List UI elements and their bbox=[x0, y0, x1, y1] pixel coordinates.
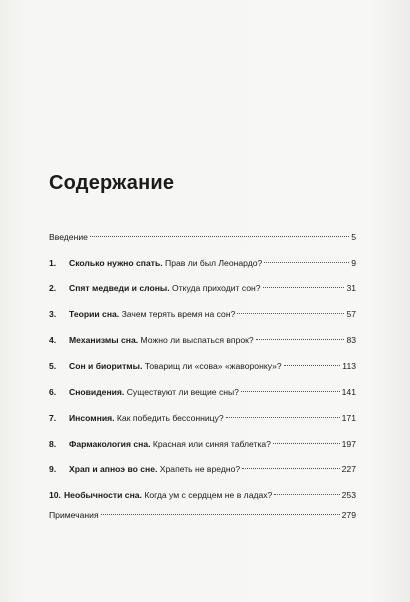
toc-entry bbox=[49, 281, 356, 295]
toc-chapter-subtitle: Как победить бессонницу? bbox=[114, 413, 224, 423]
toc-chapter-number: 7. bbox=[49, 413, 57, 423]
toc-chapter-subtitle: Существуют ли вещие сны? bbox=[124, 387, 239, 397]
toc-chapter-title: Сон и биоритмы. bbox=[69, 361, 143, 371]
toc-chapter-number: 4. bbox=[49, 335, 57, 345]
toc-chapter-title: Спят медведи и слоны. bbox=[69, 283, 170, 293]
toc-page-number: 113 bbox=[342, 361, 356, 371]
toc-entry bbox=[49, 488, 356, 502]
toc-chapter-title: Необычности сна. bbox=[63, 490, 142, 500]
toc-chapter-subtitle: Можно ли выспаться впрок? bbox=[138, 335, 254, 345]
toc-entry-label bbox=[69, 256, 262, 270]
toc-page-number: 279 bbox=[341, 510, 356, 520]
toc-chapter-number: 10. bbox=[49, 490, 61, 500]
toc-entry bbox=[49, 437, 356, 451]
toc-chapter-title: Фармакология сна. bbox=[69, 439, 151, 449]
toc-entry-label bbox=[64, 488, 272, 502]
toc-entry-label bbox=[69, 385, 239, 399]
leader-dots bbox=[241, 391, 340, 392]
toc-chapter-title: Сновидения. bbox=[69, 387, 125, 397]
leader-dots bbox=[256, 339, 345, 340]
toc-chapter-subtitle: Товарищ ли «сова» «жаворонку»? bbox=[142, 361, 282, 371]
toc-entry bbox=[49, 508, 356, 522]
leader-dots bbox=[264, 262, 349, 263]
leader-dots bbox=[242, 468, 339, 469]
toc-entry bbox=[49, 333, 356, 347]
toc-entry-label: Введение bbox=[49, 232, 88, 242]
toc-chapter-number: 2. bbox=[49, 283, 57, 293]
toc-page-number: 171 bbox=[341, 413, 356, 423]
toc-chapter-number: 1. bbox=[49, 258, 57, 268]
toc-chapter-number: 9. bbox=[49, 464, 57, 474]
toc-chapter-subtitle: Красная или синяя таблетка? bbox=[150, 439, 271, 449]
toc-entry-label bbox=[69, 437, 271, 451]
toc-chapter-subtitle: Откуда приходит сон? bbox=[169, 283, 261, 293]
leader-dots bbox=[273, 443, 340, 444]
toc-entry bbox=[49, 359, 356, 373]
leader-dots bbox=[274, 494, 339, 495]
leader-dots bbox=[101, 514, 340, 515]
toc-page-number: 31 bbox=[346, 283, 356, 293]
toc-page-number: 9 bbox=[351, 258, 356, 268]
toc-entry-label bbox=[69, 359, 282, 373]
toc-chapter-number: 3. bbox=[49, 309, 57, 319]
toc-chapter-subtitle: Прав ли был Леонардо? bbox=[162, 258, 263, 268]
toc-entry bbox=[49, 411, 356, 425]
toc-chapter-number: 5. bbox=[49, 361, 57, 371]
toc-chapter-title: Сколько нужно спать. bbox=[69, 258, 163, 268]
toc-page-number: 197 bbox=[341, 439, 356, 449]
toc-entry bbox=[49, 385, 356, 399]
toc-entry-label bbox=[69, 281, 261, 295]
toc-chapter-subtitle: Когда ум с сердцем не в ладах? bbox=[141, 490, 273, 500]
toc-page-number: 227 bbox=[341, 464, 356, 474]
toc-entry-label bbox=[69, 333, 254, 347]
toc-page-number: 141 bbox=[341, 387, 356, 397]
toc-entry bbox=[49, 462, 356, 476]
toc-chapter-title: Механизмы сна. bbox=[69, 335, 139, 345]
toc-entry-label bbox=[69, 462, 240, 476]
toc-page-number: 83 bbox=[346, 335, 356, 345]
toc-page-number: 57 bbox=[346, 309, 356, 319]
toc-page-number: 5 bbox=[351, 232, 356, 242]
leader-dots bbox=[90, 236, 349, 237]
leader-dots bbox=[263, 287, 345, 288]
toc-entry bbox=[49, 256, 356, 270]
toc-chapter-title: Инсомния. bbox=[69, 413, 115, 423]
leader-dots bbox=[237, 313, 344, 314]
toc-entry-label bbox=[69, 307, 235, 321]
toc-chapter-subtitle: Храпеть не вредно? bbox=[157, 464, 241, 474]
toc-chapter-number: 8. bbox=[49, 439, 57, 449]
toc-chapter-number: 6. bbox=[49, 387, 57, 397]
toc-entry bbox=[49, 230, 356, 244]
toc-entry-label bbox=[69, 411, 224, 425]
page-title: Содержание bbox=[49, 172, 175, 194]
toc-chapter-subtitle: Зачем терять время на сон? bbox=[119, 309, 236, 319]
toc-entry bbox=[49, 307, 356, 321]
toc-entry-label: Примечания bbox=[49, 510, 99, 520]
toc-chapter-title: Теории сна. bbox=[69, 309, 120, 319]
leader-dots bbox=[226, 417, 340, 418]
toc-page-number: 253 bbox=[341, 490, 356, 500]
toc-chapter-title: Храп и апноэ во сне. bbox=[69, 464, 158, 474]
leader-dots bbox=[284, 365, 341, 366]
